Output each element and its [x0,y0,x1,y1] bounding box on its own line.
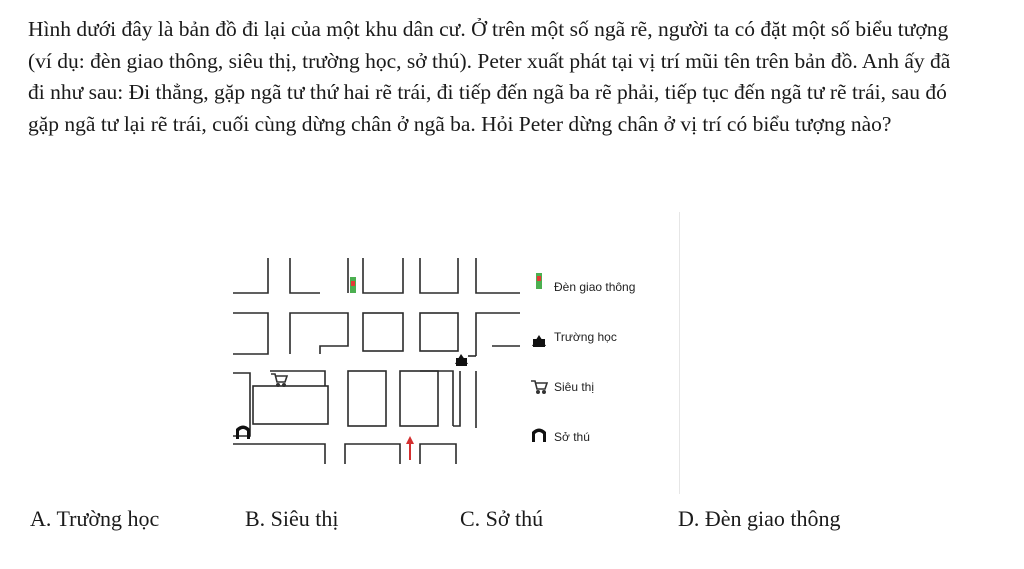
legend-school-icon [532,335,546,347]
legend-school-label: Trường học [554,330,617,344]
start-arrow-icon [406,436,414,460]
legend-zoo-label: Sở thú [554,430,590,444]
answer-option-a[interactable]: A. Trường học [30,506,160,531]
legend-traffic-light-icon [536,273,542,289]
cart-icon [271,374,287,386]
question-text: Hình dưới đây là bản đồ đi lại của một khu dân cư. Ở trên một số ngã rẽ, người ta có đặt một số biểu tượng (ví dụ: đèn giao thông, siêu thị, trường học, sở thú). Peter xuất phát tại vị trí mũi tên trên bản đồ. Anh ấy đã đi như sau: Đi thẳng, gặp ngã tư thứ hai rẽ trái, đi tiếp đến ngã ba rẽ phải, tiếp tục đến ngã tư rẽ trái, sau đó gặp ngã tư lại rẽ trái, cuối cùng dừng chân ở ngã ba. Hỏi Peter dừng chân ở vị trí có biểu tượng nào? [28,17,951,136]
legend-traffic-light-label: Đèn giao thông [554,280,636,294]
legend-zoo-gate-icon [532,429,546,443]
legend-supermarket-label: Siêu thị [554,380,595,394]
school-icon [455,354,468,366]
traffic-light-icon [350,277,356,293]
legend-cart-icon [531,381,547,393]
answer-option-c[interactable]: C. Sở thú [460,506,544,531]
street-map [228,246,668,476]
divider [679,212,680,494]
answer-option-d[interactable]: D. Đèn giao thông [678,506,841,531]
road-lines [233,258,520,464]
zoo-gate-icon [236,426,250,440]
answer-option-b[interactable]: B. Siêu thị [245,506,339,531]
